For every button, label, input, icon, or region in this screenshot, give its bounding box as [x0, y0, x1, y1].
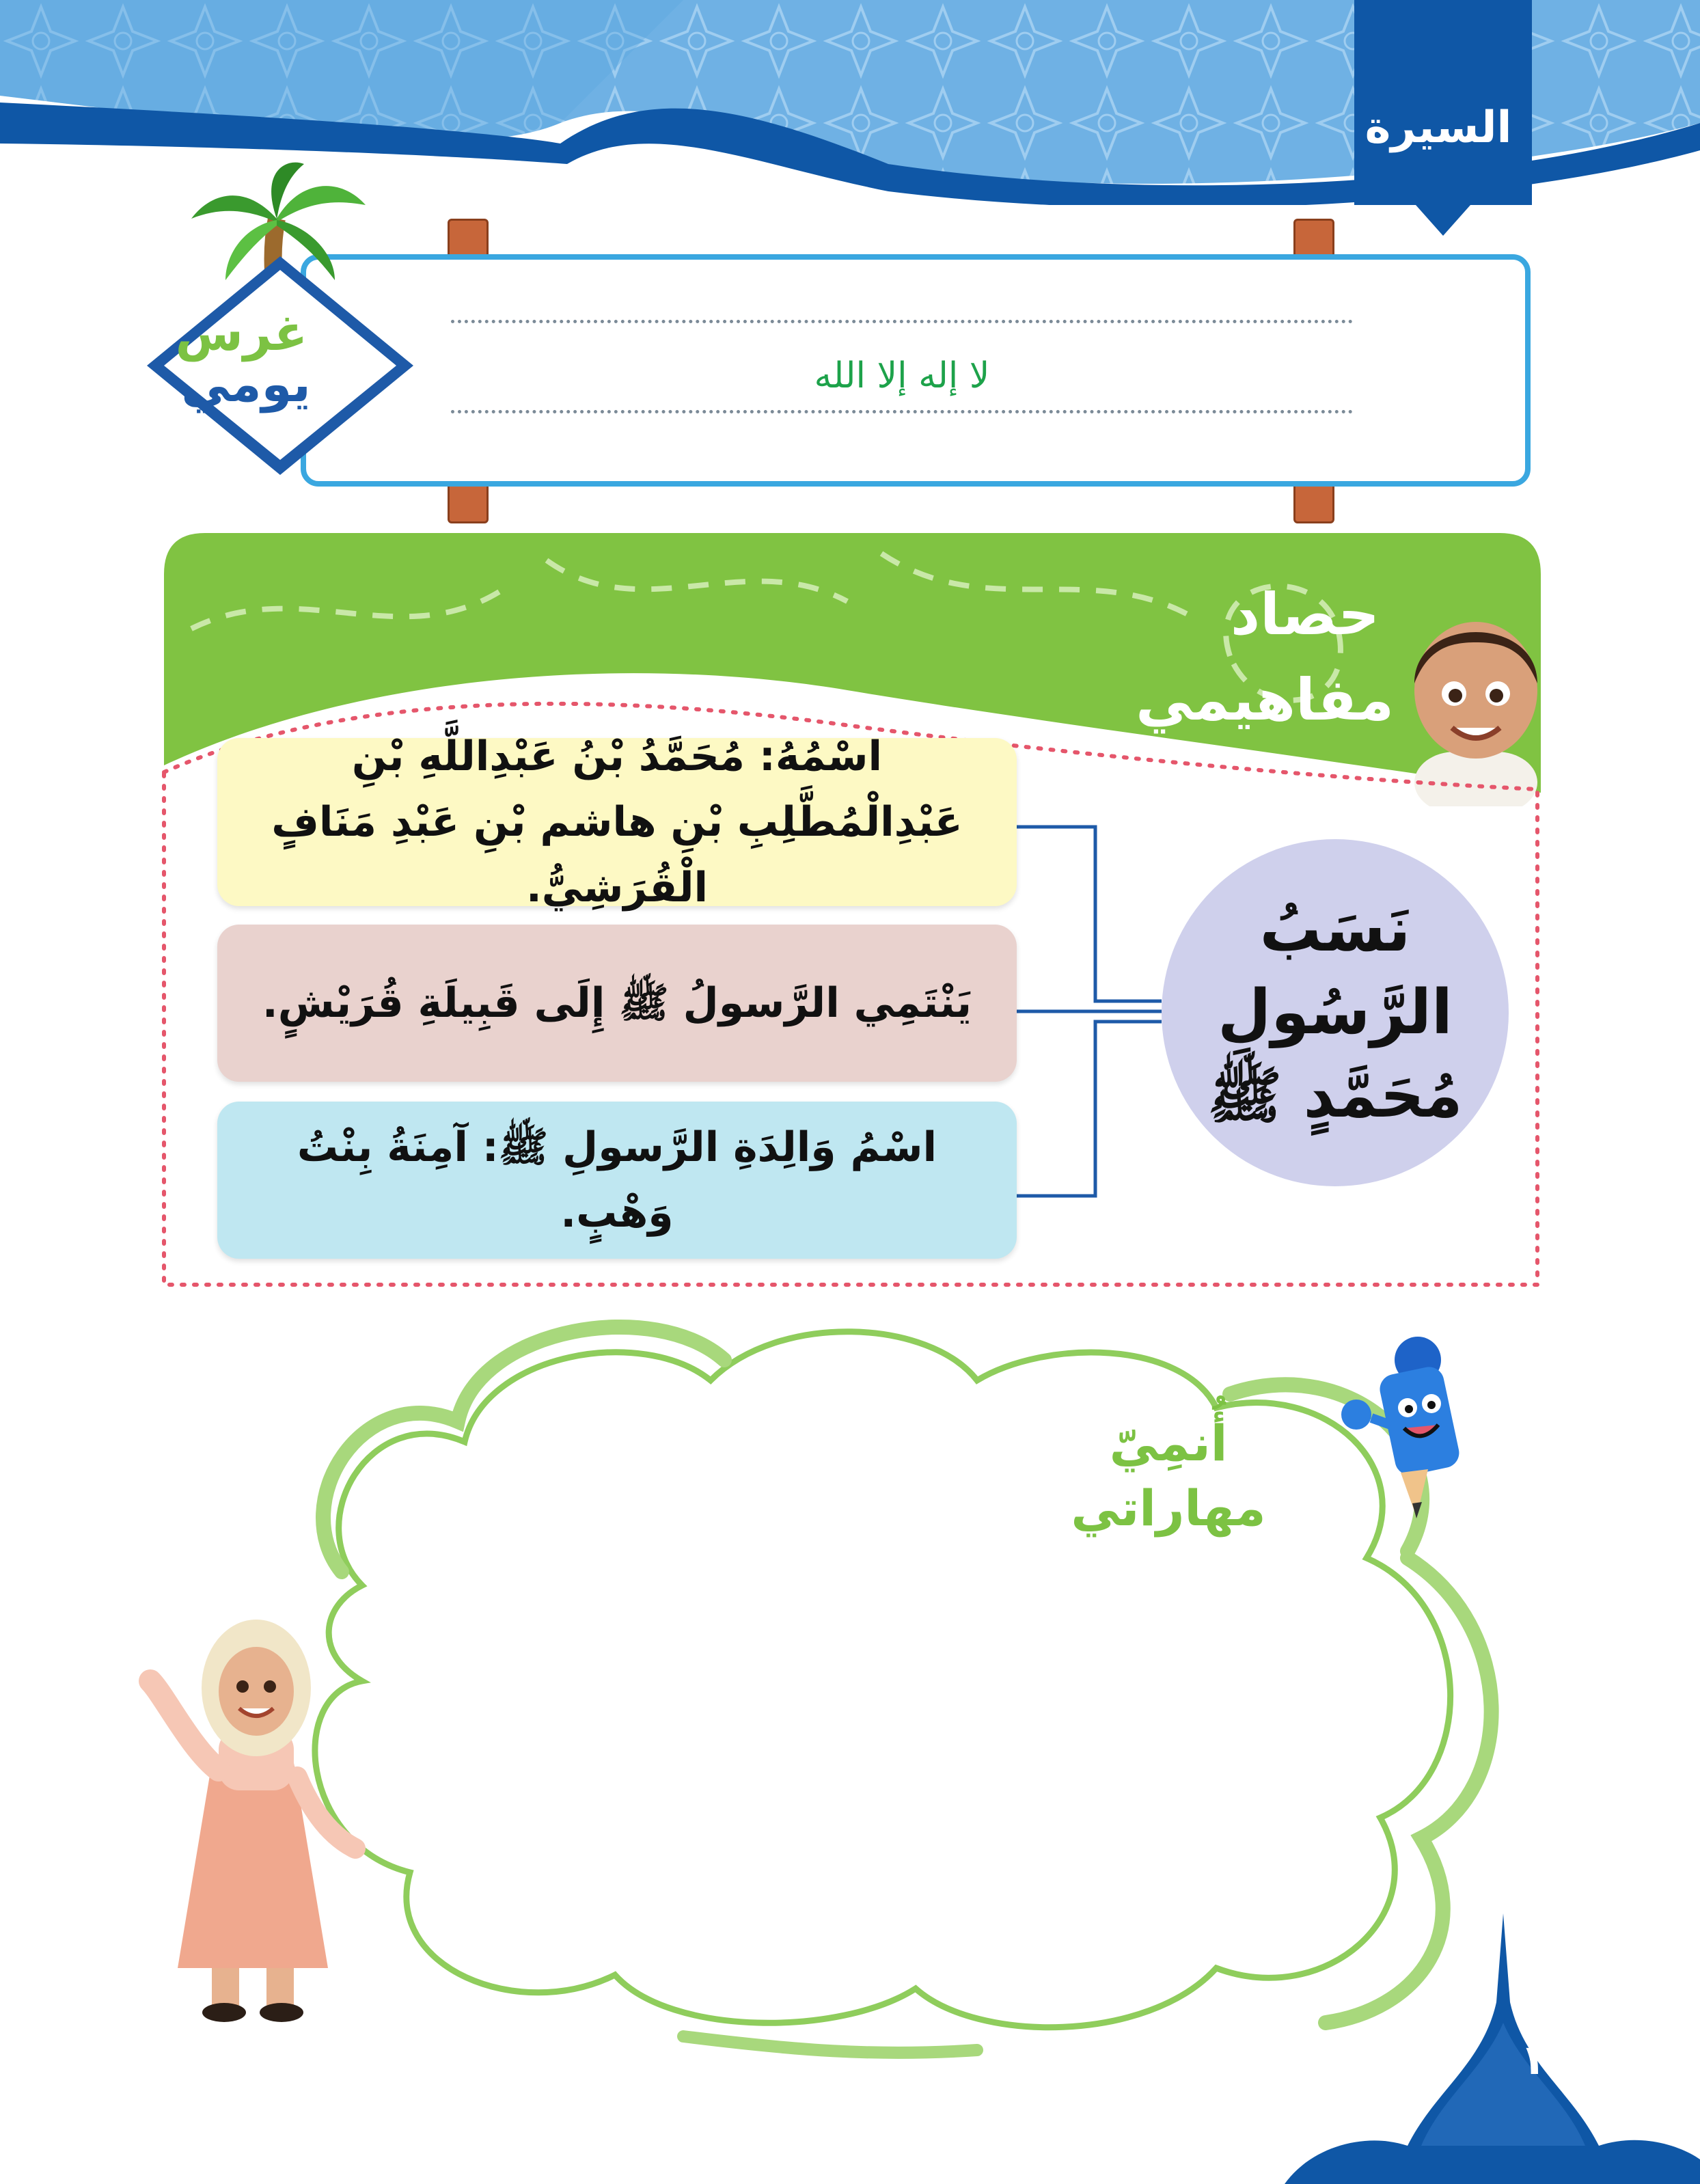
- concept-title-word2: مفاهيمي: [1136, 666, 1394, 733]
- chapter-tab-label: السيرة: [1365, 103, 1512, 153]
- girl-character-illustration: [137, 1613, 383, 2023]
- fact-box-mother: اسْمُ وَالِدَةِ الرَّسولِ ﷺ: آمِنَةُ بِنْتُ وَهْبٍ.: [217, 1102, 1017, 1259]
- skills-title-word2: مهاراتي: [1071, 1479, 1266, 1537]
- connector-lines: [1017, 820, 1174, 1203]
- topic-line-1: نَسَبُ: [1259, 893, 1411, 966]
- page-number: ١٥٢: [1520, 2036, 1595, 2084]
- writing-line-1: [451, 320, 1353, 323]
- fact-box-name: اسْمُهُ: مُحَمَّدُ بْنُ عَبْدِاللَّهِ بْنِ عَبْدِالْمُطَّلِبِ بْنِ هاشم بْنِ عَبْدِ مَنَافٍ الْقُرَشِيُّ.: [217, 738, 1017, 906]
- writing-line-2: [451, 410, 1353, 413]
- topic-line-2: الرَّسُولِ: [1218, 977, 1453, 1049]
- board-post-right-bottom: [1293, 482, 1334, 523]
- pencil-mascot-illustration: [1336, 1333, 1466, 1524]
- skills-title-word1: أُنمِيّ: [1109, 1415, 1228, 1472]
- daily-habit-logo-word1: غرس: [175, 304, 307, 361]
- topic-line-3: مُحَمَّدٍ ﷺ: [1207, 1059, 1463, 1132]
- concept-title-word1: حصاد: [1231, 581, 1380, 648]
- page-number-dome: [1285, 1886, 1700, 2184]
- topic-circle: [1162, 839, 1509, 1186]
- daily-habit-logo-word2: يومي: [181, 355, 311, 413]
- daily-habit-text: لا إله إلا الله: [814, 355, 990, 396]
- fact-box-tribe: يَنْتَمِي الرَّسولُ ﷺ إِلَى قَبِيلَةِ قُرَيْشٍ.: [217, 925, 1017, 1082]
- board-post-left-bottom: [448, 482, 489, 523]
